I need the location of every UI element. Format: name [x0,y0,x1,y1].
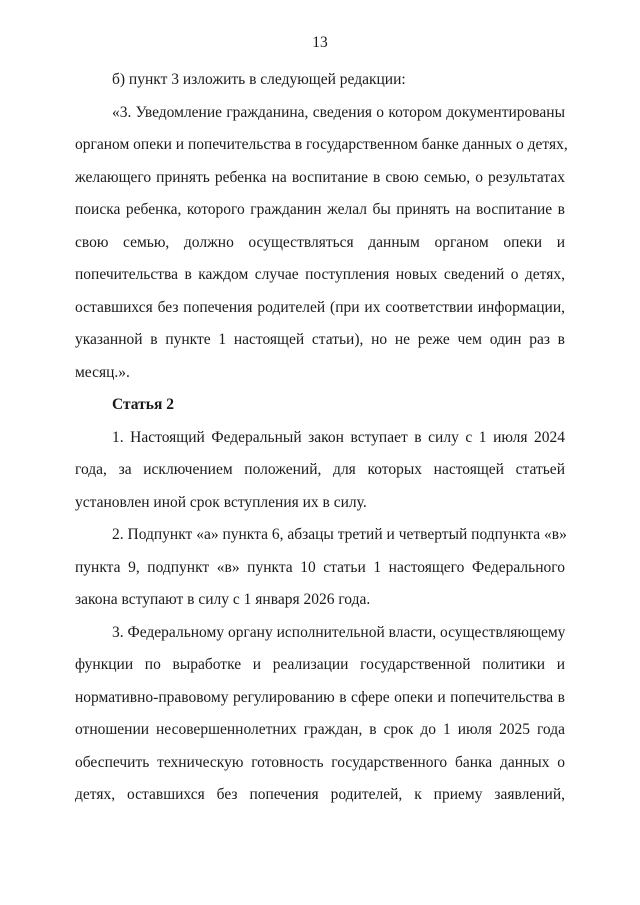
paragraph-article-2-item-3 [75,617,565,812]
text-line: установлен иной срок вступления их в силу. [75,493,367,511]
text-line: свою семью, должно осуществляться данным органом опеки и [75,233,565,251]
text-line: 3. Федеральному органу исполнительной власти, осуществляющему [112,623,566,641]
text-line: обеспечить техническую готовность государственного банка данных о [75,753,565,771]
text-line: поиска ребенка, которого гражданин желал бы принять на воспитание в [75,201,565,218]
text-line: пункта 9, подпункт «в» пункта 10 статьи 1 настоящего Федерального [75,558,565,576]
text-line: органом опеки и попечительства в государственном банке данных о детях, [75,136,568,153]
text-line: попечительства в каждом случае поступления новых сведений о детях, [75,266,565,283]
article-2-heading [75,389,565,422]
text-line: б) пункт 3 изложить в следующей редакции: [112,71,406,88]
text-line: месяц.». [75,363,130,381]
paragraph-subclause-b [75,64,565,97]
text-line: отношении несовершеннолетних граждан, в срок до 1 июля 2025 года [75,721,565,738]
text-line: оставшихся без попечения родителей (при их соответствии информации, [75,298,565,316]
text-line: функции по выработке и реализации государственной политики и [75,656,565,673]
text-line: «3. Уведомление гражданина, сведения о котором документированы [112,103,565,121]
text-line: 1. Настоящий Федеральный закон вступает в силу с 1 июля 2024 [112,428,565,446]
page-number: 13 [312,34,328,51]
text-line: детях, оставшихся без попечения родителей, к приему заявлений, [75,786,565,803]
paragraph-article-2-item-1 [75,422,565,520]
text-line: нормативно-правовому регулированию в сфере опеки и попечительства в [75,688,565,706]
text-line: указанной в пункте 1 настоящей статьи), но не реже чем один раз в [75,331,565,348]
paragraph-article-2-item-2 [75,519,565,617]
text-line: года, за исключением положений, для которых настоящей статьей [75,461,565,478]
text-line: желающего принять ребенка на воспитание в свою семью, о результатах [75,168,565,186]
text-line: 2. Подпункт «а» пункта 6, абзацы третий и четвертый подпункта «в» [112,526,567,543]
paragraph-clause-3-text [75,97,568,390]
section-heading: Статья 2 [112,396,174,413]
text-line: закона вступают в силу с 1 января 2026 года. [75,591,371,608]
document-body [75,64,568,812]
